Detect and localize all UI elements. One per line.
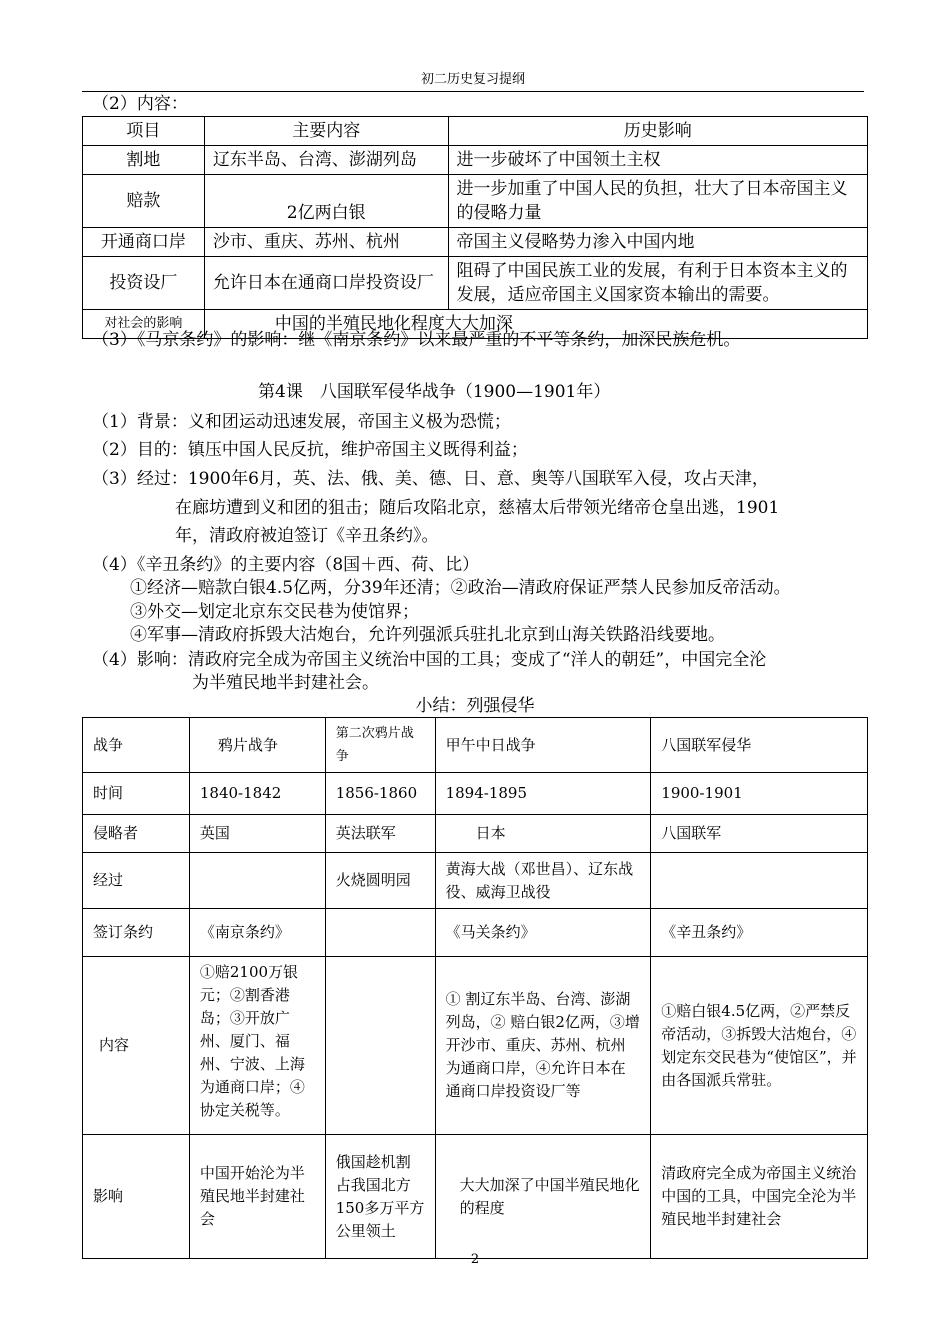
lesson-4-purpose: （2）目的：镇压中国人民反抗，维护帝国主义既得利益； — [92, 440, 528, 460]
page-header: 初二历史复习提纲 — [82, 68, 864, 92]
table-cell: 1856-1860 — [325, 773, 435, 815]
lesson-4-content-title: （4）《辛丑条约》的主要内容（8国＋西、荷、比） — [92, 555, 480, 575]
table-cell: 进一步破坏了中国领土主权 — [448, 146, 867, 175]
table-row — [83, 957, 868, 1135]
table-cell: 日本 — [435, 815, 651, 853]
table-row — [83, 909, 868, 957]
table-cell: 开通商口岸 — [83, 228, 205, 257]
table-cell: ①赔2100万银元；②割香港岛；③开放广州、厦门、福州、宁波、上海为通商口岸；④协定关税等。 — [189, 957, 325, 1135]
table-cell: 1900-1901 — [651, 773, 868, 815]
table-cell: 清政府完全成为帝国主义统治中国的工具，中国完全沦为半殖民地半封建社会 — [651, 1135, 868, 1259]
header-cell: 战争 — [83, 718, 190, 773]
table-cell: 时间 — [83, 773, 190, 815]
table-cell: 对社会的影响 — [83, 310, 205, 339]
header-cell: 甲午中日战争 — [435, 718, 651, 773]
section-2-title: （2）内容： — [92, 94, 188, 114]
lesson-4-impact-2: 为半殖民地半封建社会。 — [192, 673, 379, 693]
table-cell: 《南京条约》 — [189, 909, 325, 957]
table-cell: 中国开始沦为半殖民地半封建社会 — [189, 1135, 325, 1259]
table-cell: 大大加深了中国半殖民地化的程度 — [435, 1135, 651, 1259]
table-cell: 经过 — [83, 853, 190, 909]
header-cell: 第二次鸦片战争 — [325, 718, 435, 773]
table-row — [83, 815, 868, 853]
table-cell: 俄国趁机割占我国北方150多万平方公里领土 — [325, 1135, 435, 1259]
table-cell: 黄海大战（邓世昌）、辽东战役、威海卫战役 — [435, 853, 651, 909]
header-cell: 项目 — [83, 117, 205, 146]
table-cell — [325, 957, 435, 1135]
page-number: 2 — [470, 1252, 480, 1267]
table-cell: 2亿两白银 — [204, 175, 448, 228]
table-cell: 割地 — [83, 146, 205, 175]
table-cell: 辽东半岛、台湾、澎湖列岛 — [204, 146, 448, 175]
table-cell: 火烧圆明园 — [325, 853, 435, 909]
table-cell — [651, 853, 868, 909]
summary-title: 小结：列强侵华 — [415, 696, 535, 716]
table-row — [83, 257, 868, 310]
lesson-4-content-3: ④军事—清政府拆毁大沽炮台，允许列强派兵驻扎北京到山海关铁路沿线要地。 — [130, 625, 725, 645]
lesson-4-process-2: 在廊坊遭到义和团的狙击；随后攻陷北京，慈禧太后带领光绪帝仓皇出逃，1901 — [175, 498, 780, 518]
table-cell: 阻碍了中国民族工业的发展，有利于日本资本主义的发展，适应帝国主义国家资本输出的需要。 — [448, 257, 867, 310]
table-cell — [325, 909, 435, 957]
table-cell: 内容 — [83, 957, 190, 1135]
header-cell: 历史影响 — [448, 117, 867, 146]
table-cell: 《辛丑条约》 — [651, 909, 868, 957]
table-header-row — [83, 718, 868, 773]
treaty-content-table — [82, 116, 868, 339]
item-3-text: （3）《马京条约》的影响：继《南京条约》以来最严重的不平等条约，加深民族危机。 — [92, 330, 741, 350]
table-cell: 投资设厂 — [83, 257, 205, 310]
table-cell: 《马关条约》 — [435, 909, 651, 957]
lesson-4-process-3: 年，清政府被迫签订《辛丑条约》。 — [175, 526, 439, 546]
table-cell: 侵略者 — [83, 815, 190, 853]
table-cell: 赔款 — [83, 175, 205, 228]
table-cell: 八国联军 — [651, 815, 868, 853]
table-cell — [189, 853, 325, 909]
table-row — [83, 773, 868, 815]
table-row — [83, 175, 868, 228]
lesson-4-impact-1: （4）影响：清政府完全成为帝国主义统治中国的工具；变成了“洋人的朝廷”，中国完全沦 — [92, 650, 767, 670]
lesson-4-background: （1）背景：义和团运动迅速发展，帝国主义极为恐慌； — [92, 412, 511, 432]
table-row — [83, 228, 868, 257]
table-cell: ①赔白银4.5亿两，②严禁反帝活动，③拆毁大沽炮台，④划定东交民巷为“使馆区”，并由各国派兵常驻。 — [651, 957, 868, 1135]
lesson-4-content-2: ③外交—划定北京东交民巷为使馆界； — [130, 602, 419, 622]
table-cell: ① 割辽东半岛、台湾、澎湖列岛，② 赔白银2亿两，③增开沙市、重庆、苏州、杭州为通商口岸，④允许日本在通商口岸投资设厂等 — [435, 957, 651, 1135]
table-row — [83, 853, 868, 909]
table-row — [83, 146, 868, 175]
table-cell: 影响 — [83, 1135, 190, 1259]
table-cell: 签订条约 — [83, 909, 190, 957]
table-cell: 中国的半殖民地化程度大大加深 — [204, 310, 867, 339]
table-cell: 沙市、重庆、苏州、杭州 — [204, 228, 448, 257]
table-cell: 1894-1895 — [435, 773, 651, 815]
table-cell: 帝国主义侵略势力渗入中国内地 — [448, 228, 867, 257]
table-cell: 英法联军 — [325, 815, 435, 853]
table-cell: 1840-1842 — [189, 773, 325, 815]
table-header-row — [83, 117, 868, 146]
lesson-4-title: 第4课 八国联军侵华战争（1900—1901年） — [258, 382, 611, 402]
table-cell: 英国 — [189, 815, 325, 853]
table-cell: 允许日本在通商口岸投资设厂 — [204, 257, 448, 310]
lesson-4-process-1: （3）经过：1900年6月，英、法、俄、美、德、日、意、奥等八国联军入侵，攻占天津， — [92, 469, 769, 489]
header-cell: 鸦片战争 — [189, 718, 325, 773]
table-cell: 进一步加重了中国人民的负担，壮大了日本帝国主义的侵略力量 — [448, 175, 867, 228]
table-row — [83, 1135, 868, 1259]
header-cell: 八国联军侵华 — [651, 718, 868, 773]
summary-table — [82, 717, 868, 1259]
lesson-4-content-1: ①经济—赔款白银4.5亿两，分39年还清；②政治—清政府保证严禁人民参加反帝活动。 — [130, 578, 791, 598]
header-cell: 主要内容 — [204, 117, 448, 146]
